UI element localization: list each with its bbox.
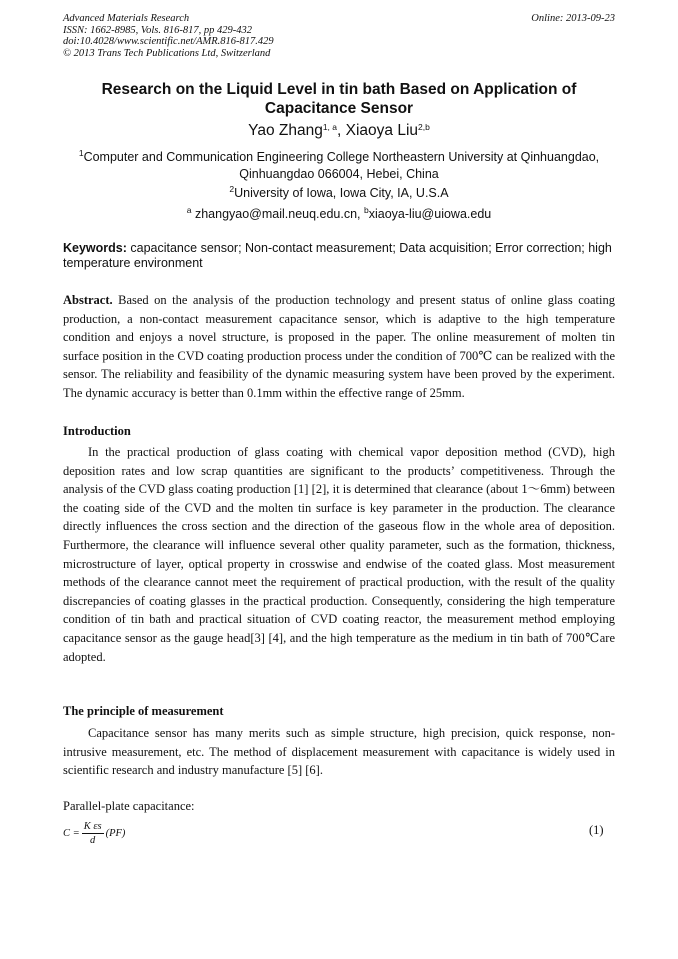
doi-line: doi:10.4028/www.scientific.net/AMR.816-817.429 — [63, 36, 274, 47]
issn-line: ISSN: 1662-8985, Vols. 816-817, pp 429-432 — [63, 24, 252, 36]
paper-title: Research on the Liquid Level in tin bath Based on Application of Capacitance Sensor — [101, 81, 577, 117]
introduction-heading: Introduction — [63, 424, 131, 438]
author-2: Xiaoya Liu — [345, 122, 419, 139]
copyright-line: © 2013 Trans Tech Publications Ltd, Switzerland — [63, 47, 271, 59]
keywords — [63, 241, 615, 271]
affiliation-1-sup: 1 — [78, 148, 84, 158]
affiliation-2 — [60, 185, 618, 202]
email-b-sup: b — [364, 205, 369, 215]
email-a: zhangyao@mail.neuq.edu.cn, — [191, 207, 365, 221]
online-date: Online: 2013-09-23 — [531, 13, 615, 24]
equation-unit: (PF) — [105, 828, 126, 839]
principle-heading: The principle of measurement — [63, 704, 224, 718]
equation-numerator: K εs — [83, 821, 102, 832]
equation-denominator: d — [90, 835, 96, 846]
equation-1 — [63, 820, 125, 847]
abstract-text: Based on the analysis of the production technology and present status of online glass coating production, a non-contact measurement capacitance sensor, which is adaptive to the high temperature condition and enjoys a novel structure, is proposed in the paper. The online measurement of molten tin surface position in the CVD coating production process under the condition of 700℃ can be realized with the sensor. The reliability and feasibility of the dynamic measuring system have been proved by the experiment. The dynamic accuracy is better than 0.1mm within the effective range of 25mm. — [63, 293, 615, 400]
introduction-paragraph: In the practical production of glass coating with chemical vapor deposition method (CVD), high deposition rates and low scrap quantities are significant to the products’ competitiveness. Through the analysis of the CVD glass coating production [1] [2], it is determined that clearance (about 1～6mm) between the coating side of the CVD and the molten tin surface is key parameter in the production. The clearance directly influences the cross section and the direction of the gaseous flow in the whole area of deposition. Furthermore, the clearance will influence several other quality parameter, such as the formation, thickness, microstructure of layer, optical property in crosswise and endwise of the coated glass. Most measurement methods of the clearance cannot meet the requirement of practical production, with the result of the quality discrepancies of coating glasses in the practical production. Consequently, considering the high temperature condition of tin bath and practical situation of CVD coating reactor, the measurement method employing capacitance sensor as the gauge head[3] [4], and the high temperature as the medium in tin bath of 700℃are adopted. — [63, 445, 615, 664]
affiliation-1-line-1: Computer and Communication Engineering College Northeastern University at Qinhuangdao, — [83, 150, 600, 164]
abstract-label: Abstract. — [63, 293, 113, 307]
equation-lhs: C = — [63, 828, 80, 839]
parallel-plate-label: Parallel-plate capacitance: — [63, 799, 195, 813]
author-1: Yao Zhang — [248, 122, 323, 139]
principle-paragraph: Capacitance sensor has many merits such as simple structure, high precision, quick response, non-intrusive measurement, etc. The method of displacement measurement with capacitance is widely used in scientific research and industry manufacture [5] [6]. — [63, 726, 615, 778]
keywords-text: capacitance sensor; Non-contact measurement; Data acquisition; Error correction; high temperature environment — [63, 241, 612, 270]
abstract — [63, 291, 615, 403]
affiliation-1-line-2: Qinhuangdao 066004, Hebei, China — [239, 167, 439, 181]
equation-number: (1) — [589, 823, 604, 837]
email-a-sup: a — [186, 205, 192, 215]
author-1-affil-sup: 1, a — [322, 122, 338, 132]
equation-fraction — [82, 820, 104, 847]
email-b: xiaoya-liu@uiowa.edu — [368, 207, 492, 221]
affiliation-2-text: University of Iowa, Iowa City, IA, U.S.A — [234, 186, 449, 200]
author-emails — [60, 206, 618, 223]
author-line — [60, 122, 618, 140]
affiliation-2-sup: 2 — [229, 184, 235, 194]
author-separator: , — [337, 122, 346, 139]
journal-name: Advanced Materials Research — [63, 13, 190, 24]
author-2-affil-sup: 2,b — [418, 122, 430, 132]
affiliation-1 — [60, 149, 618, 183]
keywords-label: Keywords: — [63, 241, 127, 255]
journal-header — [63, 13, 615, 59]
